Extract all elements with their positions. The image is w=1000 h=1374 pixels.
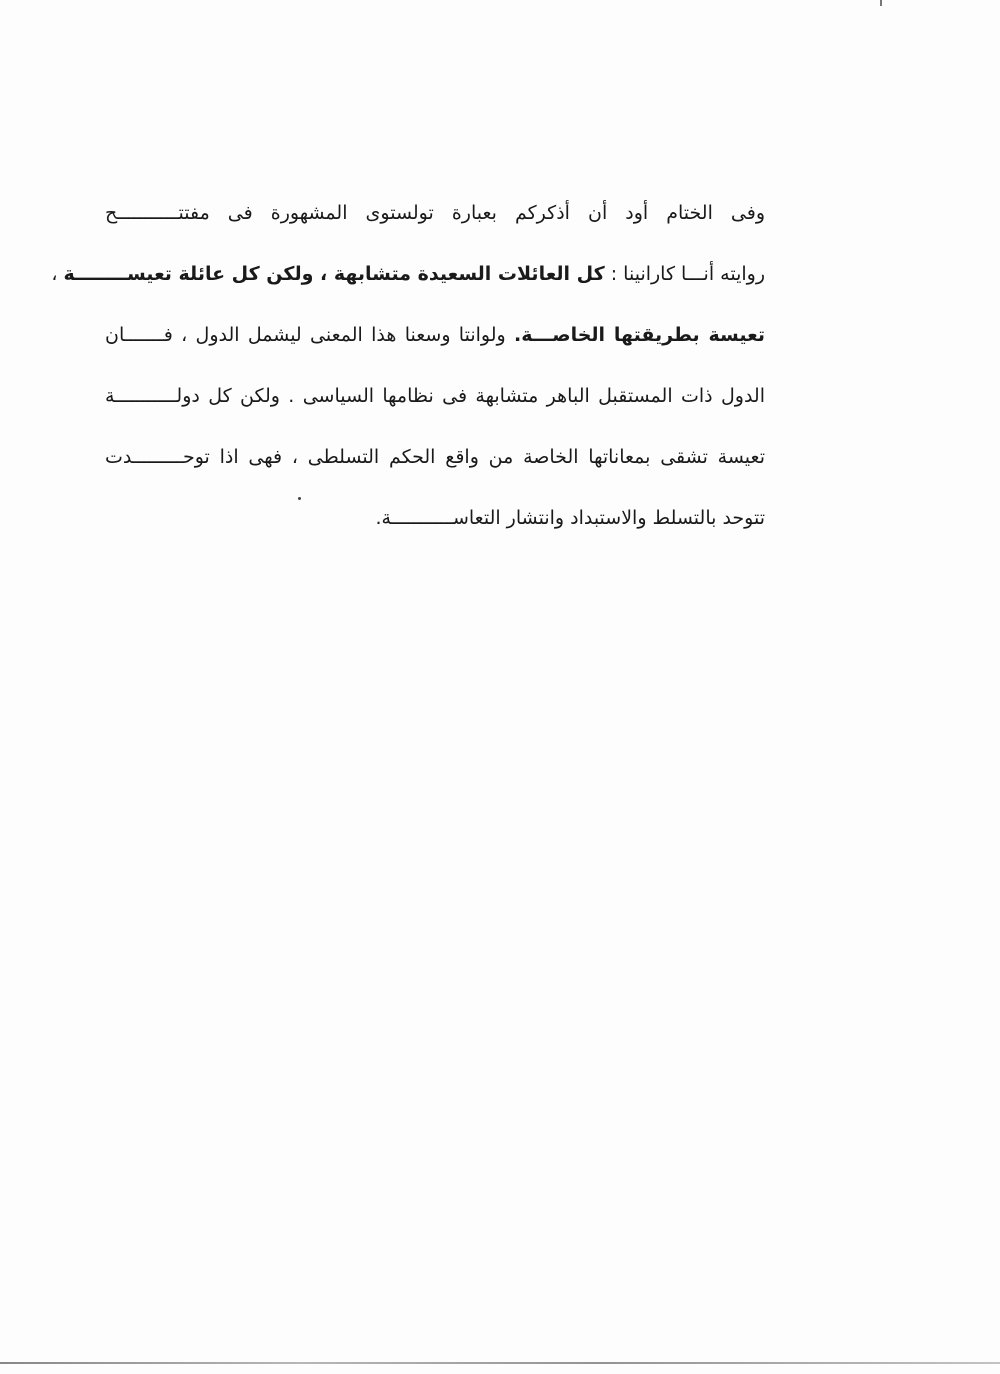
text-segment: وفى الختام أود أن أذكركم بعبارة تولستوى المشهورة فى مفتتـــــــــــح bbox=[105, 202, 765, 224]
page-bottom-edge bbox=[0, 1362, 1000, 1364]
text-line-2 bbox=[51, 253, 765, 314]
text-line-4 bbox=[105, 375, 765, 436]
text-line-6 bbox=[105, 497, 765, 558]
text-segment: ولوانتا وسعنا هذا المعنى ليشمل الدول ، فـــــــان bbox=[105, 324, 514, 346]
text-segment: تعيسة تشقى بمعاناتها الخاصة من واقع الحكم التسلطى ، فهى اذا توحـــــــــدت bbox=[105, 446, 765, 468]
text-segment: ، bbox=[51, 263, 64, 285]
scan-speck bbox=[298, 497, 301, 500]
text-line-5 bbox=[105, 436, 765, 497]
quote-text: كل العائلات السعيدة متشابهة ، ولكن كل عائلة تعيســــــــة bbox=[63, 263, 605, 285]
scan-mark bbox=[880, 0, 882, 6]
text-line-1 bbox=[105, 192, 765, 253]
text-line-3 bbox=[105, 314, 765, 375]
quote-text: تعيسة بطريقتها الخاصـــة. bbox=[513, 324, 765, 346]
text-segment: روايته أنـــا كارانينا : bbox=[604, 263, 765, 285]
paragraph bbox=[51, 192, 765, 558]
text-segment: تتوحد بالتسلط والاستبداد وانتشار التعاســـــــــــة. bbox=[375, 507, 765, 529]
text-segment: الدول ذات المستقبل الباهر متشابهة فى نظامها السياسى . ولكن كل دولـــــــــــة bbox=[105, 385, 765, 407]
